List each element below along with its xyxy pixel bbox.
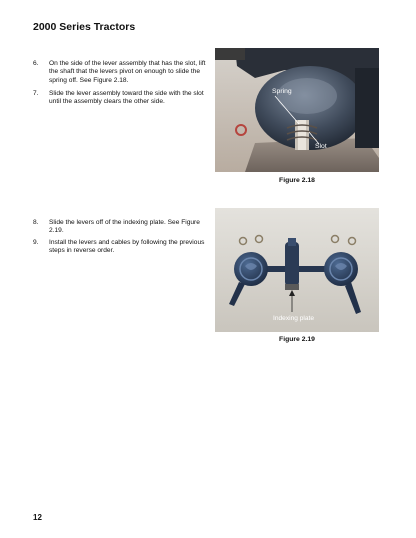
step-text: On the side of the lever assembly that has the slot, lift the shaft that the levers pivot on enough to slide the spring off. See Figure 2.18.	[49, 60, 206, 84]
figure-2-19-caption: Figure 2.19	[279, 336, 315, 343]
figure-2-18-photo	[215, 48, 379, 172]
step-number: 9.	[33, 239, 39, 246]
step-number: 8.	[33, 219, 39, 226]
label-slot: Slot	[315, 143, 327, 150]
page-number: 12	[33, 513, 42, 522]
step-text: Install the levers and cables by following the previous steps in reverse order.	[49, 239, 205, 255]
figure-2-19-photo	[215, 208, 379, 332]
step-text: Slide the levers off of the indexing plate. See Figure 2.19.	[49, 219, 200, 235]
label-indexing-plate: Indexing plate	[273, 315, 315, 322]
page-header: 2000 Series Tractors	[33, 21, 136, 33]
step-text: Slide the lever assembly toward the side with the slot until the assembly clears the other side.	[49, 90, 204, 106]
figure-2-18-caption: Figure 2.18	[279, 177, 315, 184]
step-number: 6.	[33, 60, 39, 67]
label-spring: Spring	[272, 88, 292, 95]
step-number: 7.	[33, 90, 39, 97]
